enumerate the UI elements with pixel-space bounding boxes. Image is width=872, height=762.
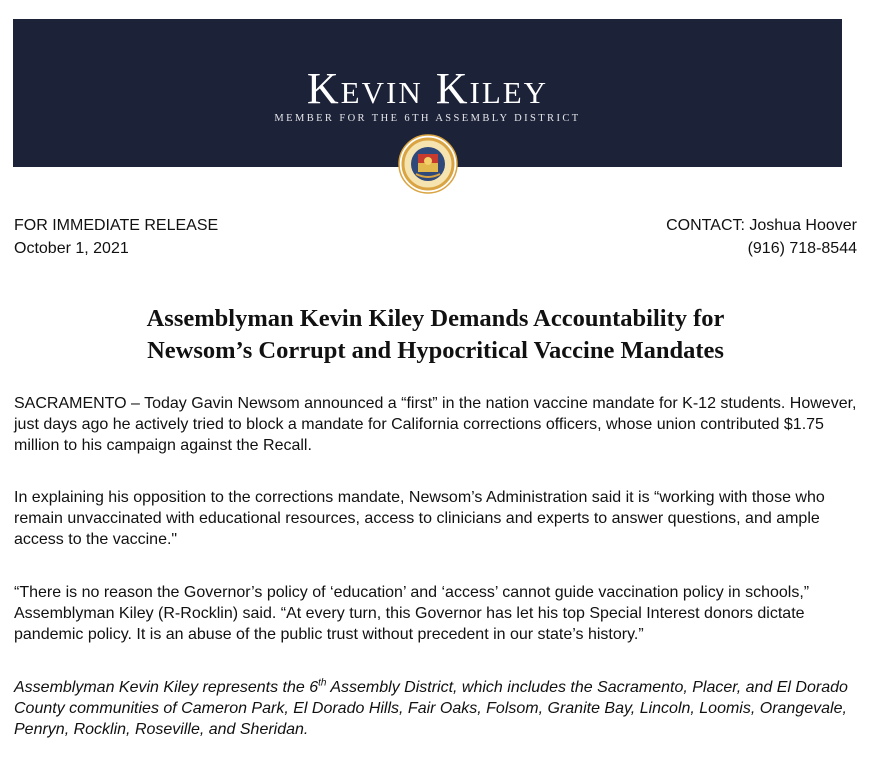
- contact-phone: (916) 718-8544: [747, 240, 857, 257]
- boilerplate-paragraph: [14, 677, 859, 740]
- contact-name: CONTACT: Joshua Hoover: [666, 217, 857, 234]
- release-info: [14, 214, 218, 260]
- body-paragraph-3: “There is no reason the Governor’s policy of ‘education’ and ‘access’ cannot guide vaccination policy in schools,” Assemblyman Kiley (R-Rocklin) said. “At every turn, this Governor has let his top Special Interest donors dictate pandemic policy. It is an abuse of the public trust without precedent in our state’s history.”: [14, 584, 810, 643]
- member-subtitle: MEMBER FOR THE 6TH ASSEMBLY DISTRICT: [274, 113, 581, 124]
- boilerplate-text-end: Assembly District, which includes the Sacramento, Placer, and El Dorado County communities of Cameron Park, El Dorado Hills, Fair Oaks, Folsom, Granite Bay, Lincoln, Loomis, Orangevale, Penryn, Rocklin, Roseville, and Sheridan.: [14, 679, 848, 738]
- headline-line-1: Assemblyman Kevin Kiley Demands Accountability for: [146, 305, 725, 332]
- release-date: October 1, 2021: [14, 240, 129, 257]
- california-assembly-seal-icon: [398, 134, 458, 194]
- contact-info: [666, 214, 857, 260]
- press-release-headline: [14, 303, 857, 367]
- boilerplate-text-start: Assemblyman Kevin Kiley represents the 6: [14, 679, 319, 696]
- release-label: FOR IMMEDIATE RELEASE: [14, 217, 219, 234]
- body-paragraph-2: In explaining his opposition to the corrections mandate, Newsom’s Administration said it is “working with those who remain unvaccinated with educational resources, access to clinicians and experts to answer questions, and ample access to the vaccine.": [14, 489, 825, 548]
- body-paragraph-1: SACRAMENTO – Today Gavin Newsom announced a “first” in the nation vaccine mandate for K-12 students. However, just days ago he actively tried to block a mandate for California corrections officers, whose union contributed $1.75 million to his campaign against the Recall.: [14, 395, 857, 454]
- member-name: Kevin Kiley: [306, 64, 549, 113]
- ordinal-suffix: th: [318, 677, 327, 689]
- headline-line-2: Newsom’s Corrupt and Hypocritical Vaccine Mandates: [147, 337, 724, 364]
